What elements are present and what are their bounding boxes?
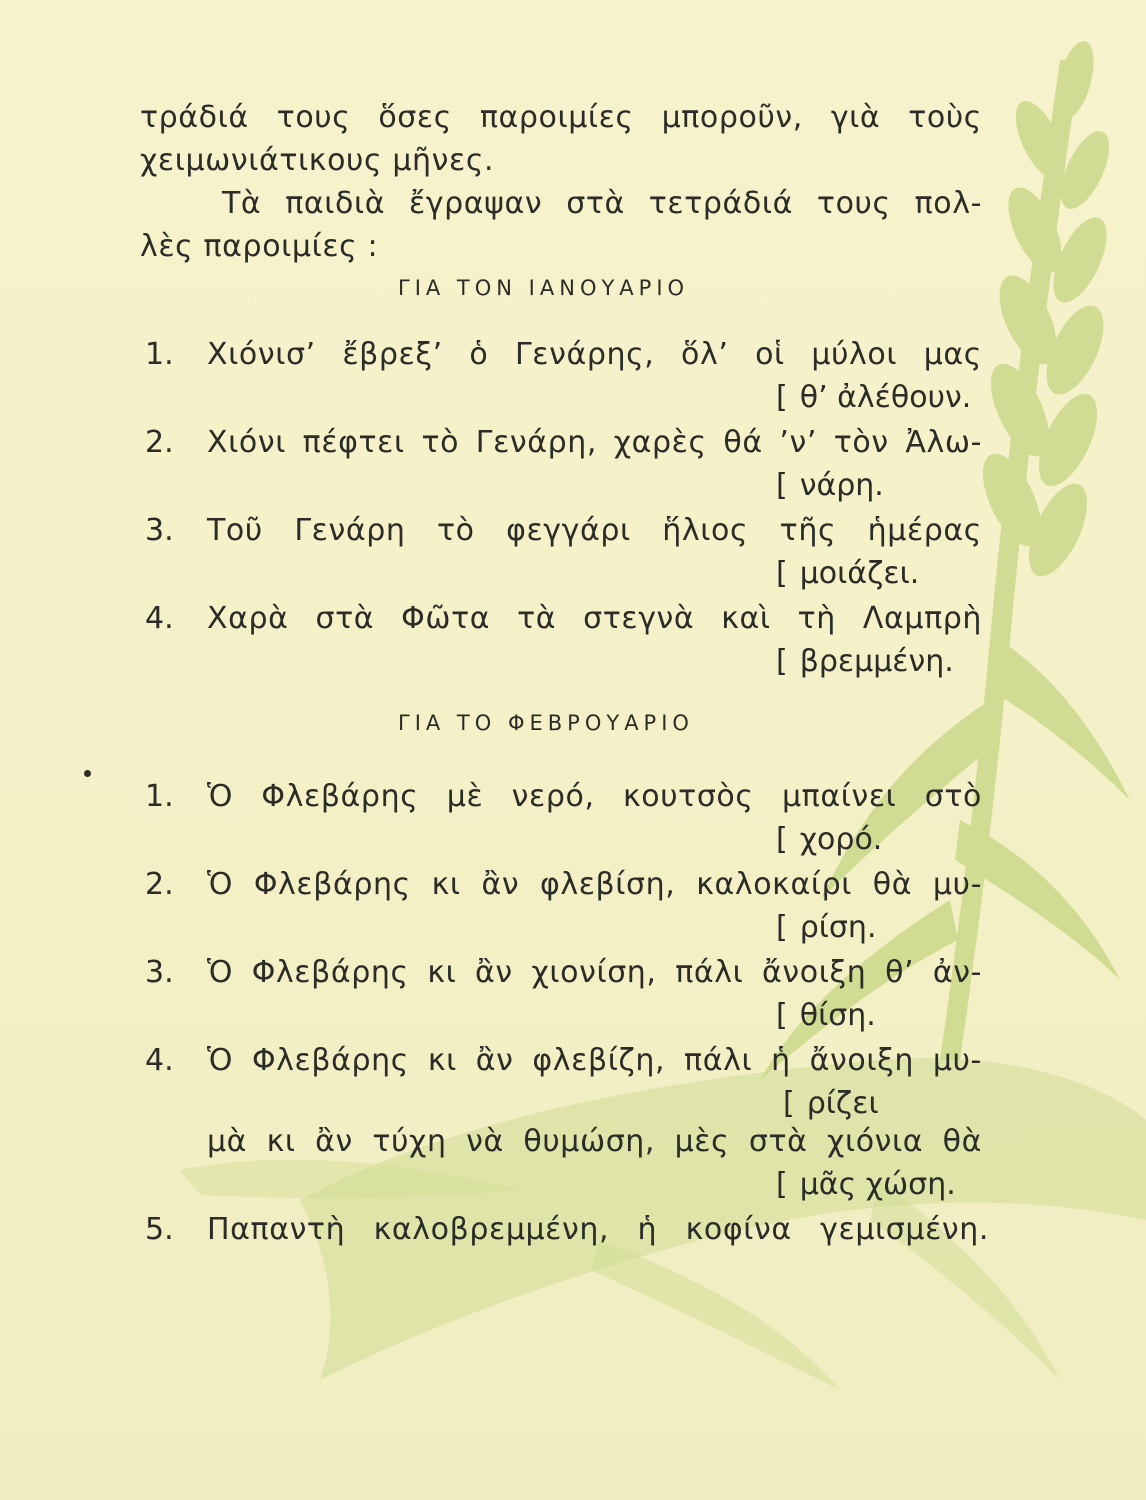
proverb-number: 2. xyxy=(145,867,174,902)
proverb-number: 4. xyxy=(145,1043,174,1078)
intro-line: λὲς παροιμίες : xyxy=(140,229,379,264)
intro-line: τράδιά τους ὅσες παροιμίες μποροῦν, γιὰ τοὺς xyxy=(140,100,982,135)
continuation-text: βρεμμένη. xyxy=(799,644,954,679)
bracket-glyph: [ xyxy=(783,1086,795,1121)
bracket-glyph: [ xyxy=(776,910,788,945)
section-heading-february: ΓΙΑ ΤΟ ΦΕΒΡΟΥΑΡΙΟ xyxy=(398,711,694,735)
continuation-text: νάρη. xyxy=(799,468,884,503)
continuation-text: θίση. xyxy=(799,998,876,1033)
proverb-number: 4. xyxy=(145,601,174,636)
proverb-text: Ὁ Φλεβάρης κι ἂν φλεβίζη, πάλι ἡ ἄνοιξη μυ- xyxy=(207,1043,982,1078)
bracket-glyph: [ xyxy=(776,644,788,679)
bracket-glyph: [ xyxy=(776,380,788,415)
bracket-glyph: [ xyxy=(776,556,788,591)
continuation-text: ρίση. xyxy=(799,910,877,945)
proverb-number: 5. xyxy=(145,1212,174,1247)
proverb-text: Τοῦ Γενάρη τὸ φεγγάρι ἥλιος τῆς ἡμέρας xyxy=(207,513,982,548)
bracket-glyph: [ xyxy=(776,822,788,857)
proverb-continuation xyxy=(776,998,876,1034)
continuation-text: χορό. xyxy=(799,822,883,857)
proverb-text: Χιόνι πέφτει τὸ Γενάρη, χαρὲς θά ’ν’ τὸν Ἀλω- xyxy=(207,425,982,460)
bracket-glyph: [ xyxy=(776,998,788,1033)
intro-line: χειμωνιάτικους μῆνες. xyxy=(140,143,495,178)
proverb-text: Ὁ Φλεβάρης κι ἂν χιονίση, πάλι ἄνοιξη θ’ ἀν- xyxy=(207,955,982,990)
proverb-text: Ὁ Φλεβάρης μὲ νερό, κουτσὸς μπαίνει στὸ xyxy=(207,779,982,814)
proverb-text: Χαρὰ στὰ Φῶτα τὰ στεγνὰ καὶ τὴ Λαμπρὴ xyxy=(207,601,982,636)
proverb-number: 2. xyxy=(145,425,174,460)
proverb-number: 1. xyxy=(145,337,174,372)
proverb-continuation xyxy=(776,468,884,504)
proverb-continuation xyxy=(783,1086,879,1122)
bracket-glyph: [ xyxy=(776,1167,788,1202)
proverb-continuation xyxy=(776,556,919,592)
proverb-continuation xyxy=(776,380,971,416)
bracket-glyph: [ xyxy=(776,468,788,503)
proverb-continuation xyxy=(776,1167,956,1203)
proverb-continuation xyxy=(776,822,882,858)
proverb-text: Χιόνισ’ ἔβρεξ’ ὁ Γενάρης, ὅλ’ οἱ μύλοι μας xyxy=(207,337,982,372)
proverb-number: 3. xyxy=(145,955,174,990)
proverb-text: Παπαντὴ καλοβρεμμένη, ἡ κοφίνα γεμισμένη. xyxy=(207,1212,989,1247)
proverb-text: Ὁ Φλεβάρης κι ἂν φλεβίση, καλοκαίρι θὰ μυ- xyxy=(207,867,982,902)
proverb-continuation xyxy=(776,910,876,946)
bullet-mark xyxy=(84,770,91,777)
continuation-text: μοιάζει. xyxy=(799,556,920,591)
proverb-continuation xyxy=(776,644,954,680)
continuation-text: θ’ ἀλέθουν. xyxy=(799,380,972,415)
intro-line: Τὰ παιδιὰ ἔγραψαν στὰ τετράδιά τους πολ- xyxy=(222,186,982,221)
continuation-text: μᾶς χώση. xyxy=(799,1167,956,1202)
continuation-text: ρίζει xyxy=(806,1086,879,1121)
proverb-number: 1. xyxy=(145,779,174,814)
section-heading-january: ΓΙΑ ΤΟΝ ΙΑΝΟΥΑΡΙΟ xyxy=(398,276,690,300)
proverb-number: 3. xyxy=(145,513,174,548)
proverb-text: μὰ κι ἂν τύχη νὰ θυμώση, μὲς στὰ χιόνια θὰ xyxy=(207,1124,982,1159)
